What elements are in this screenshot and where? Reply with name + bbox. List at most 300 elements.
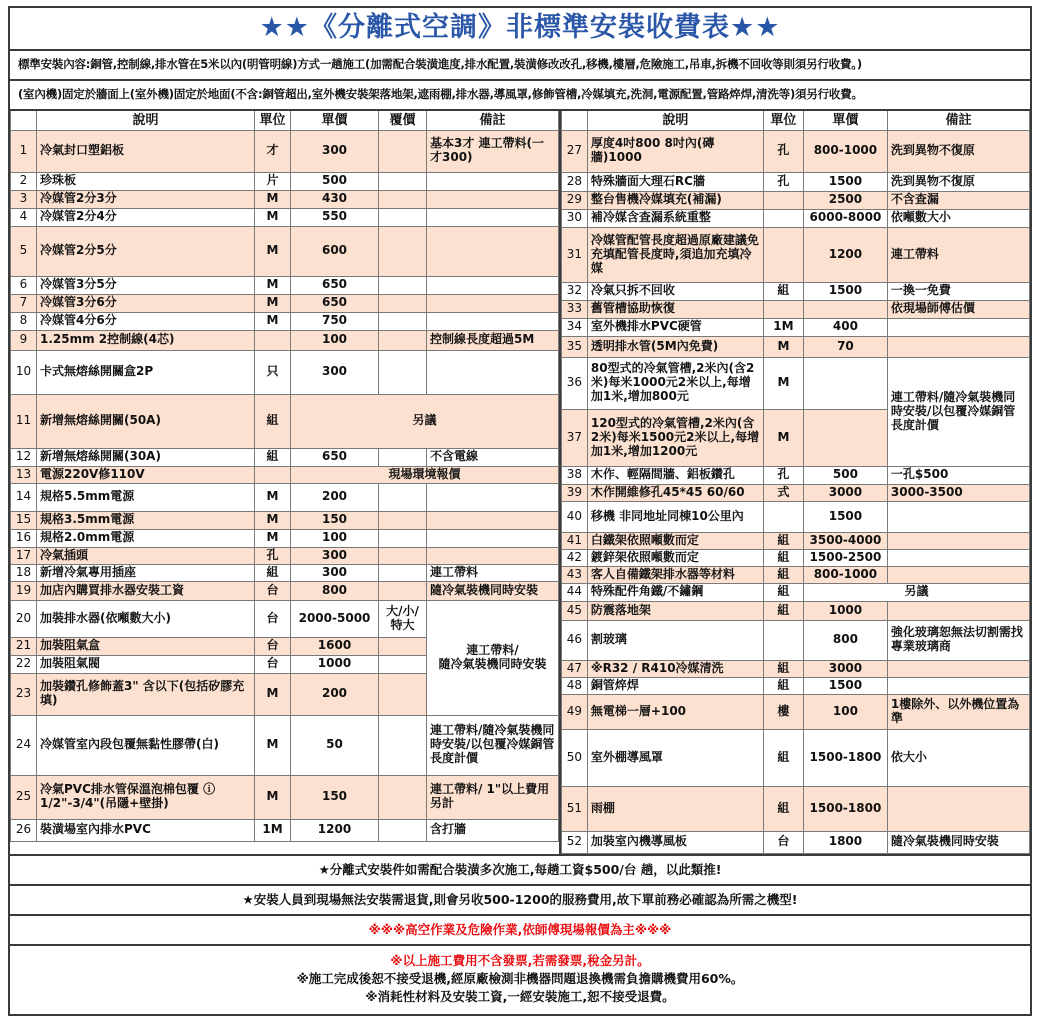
- table-row: [11, 312, 559, 330]
- row-number-11: 11: [11, 394, 37, 448]
- table-header-row-left: [11, 111, 559, 131]
- row-remark-3: [427, 190, 559, 208]
- row-unit-15: M: [255, 511, 291, 529]
- row-remark-25: 連工帶料/ 1"以上費用另計: [427, 775, 559, 819]
- row-price-45: 1000: [803, 601, 887, 620]
- row-remark-26: 含打牆: [427, 819, 559, 841]
- row-price-50: 1500-1800: [803, 729, 887, 786]
- table-row: [11, 208, 559, 226]
- row-description-17: 冷氣插頭: [37, 547, 255, 564]
- row-remark-16: [427, 529, 559, 547]
- row-cover-15: [379, 511, 427, 529]
- row-description-22: 加裝阻氣閥: [37, 655, 255, 673]
- row-unit-2: 片: [255, 172, 291, 190]
- row-unit-16: M: [255, 529, 291, 547]
- row-number-30: 30: [561, 209, 587, 227]
- row-unit-34: 1M: [763, 318, 803, 336]
- row-remark-32: 一換一免費: [887, 282, 1029, 300]
- table-row: [11, 466, 559, 483]
- row-price-9: 100: [291, 330, 379, 350]
- row-unit-12: 組: [255, 448, 291, 466]
- row-unit-52: 台: [763, 831, 803, 853]
- row-description-36: 80型式的冷氣管槽,2米內(含2米)每米1000元2米以上,每增加1米,增加800元: [587, 357, 763, 409]
- row-description-48: 銅管焠焊: [587, 677, 763, 694]
- table-row: [11, 350, 559, 394]
- row-description-42: 鍍鋅架依照噸數而定: [587, 549, 763, 566]
- row-unit-7: M: [255, 294, 291, 312]
- row-description-24: 冷媒管室內段包覆無黏性膠帶(白): [37, 715, 255, 775]
- row-remark-5: [427, 226, 559, 276]
- row-number-1: 1: [11, 130, 37, 172]
- table-row: [561, 566, 1029, 583]
- standard-install-note-2: (室內機)固定於牆面上(室外機)固定於地面(不含:銅管超出,室外機安裝架落地架,遮雨棚,排水器,導風罩,修飾管槽,冷媒填充,洗洞,電源配置,管路焠焊,清洗等)須另行收費。: [10, 81, 1030, 111]
- row-description-10: 卡式無熔絲開關盒2P: [37, 350, 255, 394]
- row-price-7: 650: [291, 294, 379, 312]
- row-number-28: 28: [561, 172, 587, 191]
- table-row: [561, 786, 1029, 831]
- row-remark-51: [887, 786, 1029, 831]
- table-row: [561, 620, 1029, 660]
- row-number-4: 4: [11, 208, 37, 226]
- row-unit-51: 組: [763, 786, 803, 831]
- row-remark-52: 隨冷氣裝機同時安裝: [887, 831, 1029, 853]
- row-number-16: 16: [11, 529, 37, 547]
- row-price-46: 800: [803, 620, 887, 660]
- row-number-45: 45: [561, 601, 587, 620]
- row-unit-42: 組: [763, 549, 803, 566]
- row-unit-35: M: [763, 336, 803, 357]
- row-unit-23: M: [255, 673, 291, 715]
- row-price-5: 600: [291, 226, 379, 276]
- price-grid: [10, 111, 1030, 856]
- header-unit-left: 單位: [255, 111, 291, 131]
- row-unit-10: 只: [255, 350, 291, 394]
- row-number-50: 50: [561, 729, 587, 786]
- row-description-45: 防震落地架: [587, 601, 763, 620]
- row-remark-48: [887, 677, 1029, 694]
- row-description-12: 新增無熔絲開關(30A): [37, 448, 255, 466]
- table-row: [11, 330, 559, 350]
- row-remark-33: 依現場師傅估價: [887, 300, 1029, 318]
- row-unit-27: 孔: [763, 130, 803, 172]
- row-number-42: 42: [561, 549, 587, 566]
- row-price-8: 750: [291, 312, 379, 330]
- row-number-8: 8: [11, 312, 37, 330]
- row-cover-10: [379, 350, 427, 394]
- row-remark-47: [887, 660, 1029, 677]
- row-description-51: 雨棚: [587, 786, 763, 831]
- row-remark-35: [887, 336, 1029, 357]
- table-row: [561, 466, 1029, 484]
- row-cover-26: [379, 819, 427, 841]
- row-description-19: 加店內購買排水器安裝工資: [37, 581, 255, 600]
- table-row: [561, 318, 1029, 336]
- row-number-35: 35: [561, 336, 587, 357]
- row-unit-40: [763, 501, 803, 532]
- row-number-20: 20: [11, 600, 37, 637]
- footer-note-4b: ※施工完成後恕不接受退機,經原廠檢測非機器問題退換機需負擔購機費用60%。: [296, 971, 744, 987]
- row-number-34: 34: [561, 318, 587, 336]
- table-row: [561, 282, 1029, 300]
- table-row: [11, 483, 559, 511]
- row-description-2: 珍珠板: [37, 172, 255, 190]
- table-row: [561, 130, 1029, 172]
- row-unit-25: M: [255, 775, 291, 819]
- row-description-14: 規格5.5mm電源: [37, 483, 255, 511]
- row-unit-30: [763, 209, 803, 227]
- table-row: [11, 775, 559, 819]
- row-remark-34: [887, 318, 1029, 336]
- row-remark-43: [887, 566, 1029, 583]
- row-description-41: 白鐵架依照噸數而定: [587, 532, 763, 549]
- row-remark-42: [887, 549, 1029, 566]
- row-description-4: 冷媒管2分4分: [37, 208, 255, 226]
- row-description-44: 特殊配件角鐵/不鏽鋼: [587, 583, 763, 601]
- row-number-32: 32: [561, 282, 587, 300]
- row-price-17: 300: [291, 547, 379, 564]
- table-row: [11, 547, 559, 564]
- row-cover-21: [379, 637, 427, 655]
- price-column-left: [10, 111, 559, 854]
- row-cover-24: [379, 715, 427, 775]
- row-unit-38: 孔: [763, 466, 803, 484]
- row-price-20: 2000-5000: [291, 600, 379, 637]
- row-cover-16: [379, 529, 427, 547]
- row-remark-28: 洗到異物不復原: [887, 172, 1029, 191]
- row-description-26: 裝潢場室內排水PVC: [37, 819, 255, 841]
- row-description-23: 加裝鑽孔修飾蓋3" 含以下(包括矽膠充填): [37, 673, 255, 715]
- row-description-38: 木作、輕隔間牆、鋁板鑽孔: [587, 466, 763, 484]
- row-cover-9: [379, 330, 427, 350]
- row-price-36: [803, 357, 887, 409]
- row-unit-36: M: [763, 357, 803, 409]
- row-cover-2: [379, 172, 427, 190]
- table-row: [561, 191, 1029, 209]
- table-row: [11, 190, 559, 208]
- row-remark-2: [427, 172, 559, 190]
- row-remark-1: 基本3才 連工帶料(一才300): [427, 130, 559, 172]
- row-remark-merged-36-37: 連工帶料/隨冷氣裝機同時安裝/以包覆冷媒銅管長度計價: [887, 357, 1029, 466]
- row-price-30: 6000-8000: [803, 209, 887, 227]
- row-number-31: 31: [561, 227, 587, 282]
- row-unit-47: 組: [763, 660, 803, 677]
- row-cover-17: [379, 547, 427, 564]
- row-unit-13: [255, 466, 291, 483]
- table-row: [561, 660, 1029, 677]
- row-remark-4: [427, 208, 559, 226]
- page-title: ★★《分離式空調》非標準安裝收費表★★: [259, 12, 781, 43]
- row-cover-20: 大/小/ 特大: [379, 600, 427, 637]
- row-remark-39: 3000-3500: [887, 484, 1029, 501]
- footer-note-4a: ※以上施工費用不含發票,若需發票,稅金另計。: [390, 953, 650, 969]
- row-price-47: 3000: [803, 660, 887, 677]
- row-description-21: 加裝阻氣盒: [37, 637, 255, 655]
- row-span-note-13: 現場環境報價: [291, 466, 559, 483]
- row-number-9: 9: [11, 330, 37, 350]
- row-description-39: 木作開維修孔45*45 60/60: [587, 484, 763, 501]
- table-row: [11, 226, 559, 276]
- row-unit-49: 樓: [763, 694, 803, 729]
- row-number-26: 26: [11, 819, 37, 841]
- table-row: [11, 529, 559, 547]
- footer-note-4c: ※消耗性材料及安裝工資,一經安裝施工,恕不接受退費。: [365, 989, 675, 1005]
- row-unit-37: M: [763, 409, 803, 466]
- header-remark-left: 備註: [427, 111, 559, 131]
- row-cover-22: [379, 655, 427, 673]
- row-remark-40: [887, 501, 1029, 532]
- row-description-35: 透明排水管(5M內免費): [587, 336, 763, 357]
- table-row: [561, 484, 1029, 501]
- row-description-7: 冷媒管3分6分: [37, 294, 255, 312]
- row-number-40: 40: [561, 501, 587, 532]
- row-description-30: 補冷媒含查漏系統重整: [587, 209, 763, 227]
- price-table-right: [561, 111, 1030, 854]
- row-unit-1: 才: [255, 130, 291, 172]
- row-description-52: 加裝室內機導風板: [587, 831, 763, 853]
- row-price-24: 50: [291, 715, 379, 775]
- row-price-37: [803, 409, 887, 466]
- table-row: [561, 601, 1029, 620]
- table-row: [561, 831, 1029, 853]
- row-price-1: 300: [291, 130, 379, 172]
- row-description-13: 電源220V修110V: [37, 466, 255, 483]
- row-remark-24: 連工帶料/隨冷氣裝機同時安裝/以包覆冷媒銅管長度計價: [427, 715, 559, 775]
- row-remark-17: [427, 547, 559, 564]
- row-unit-5: M: [255, 226, 291, 276]
- row-description-28: 特殊牆面大理石RC牆: [587, 172, 763, 191]
- row-remark-46: 強化玻璃恕無法切割需找專業玻璃商: [887, 620, 1029, 660]
- row-cover-8: [379, 312, 427, 330]
- footer-note-block: [10, 946, 1030, 1014]
- row-description-47: ※R32 / R410冷媒清洗: [587, 660, 763, 677]
- header-num-right: [561, 111, 587, 131]
- row-price-21: 1600: [291, 637, 379, 655]
- header-num-left: [11, 111, 37, 131]
- row-unit-24: M: [255, 715, 291, 775]
- row-price-35: 70: [803, 336, 887, 357]
- row-unit-19: 台: [255, 581, 291, 600]
- footer-note-2: ★安裝人員到現場無法安裝需退貨,則會另收500-1200的服務費用,故下單前務必確認為所需之機型!: [10, 886, 1030, 916]
- table-row: [11, 715, 559, 775]
- table-row: [561, 336, 1029, 357]
- row-number-49: 49: [561, 694, 587, 729]
- row-unit-29: [763, 191, 803, 209]
- row-cover-25: [379, 775, 427, 819]
- row-unit-22: 台: [255, 655, 291, 673]
- row-number-33: 33: [561, 300, 587, 318]
- table-row: [11, 130, 559, 172]
- row-remark-merged-20-23: 連工帶料/ 隨冷氣裝機同時安裝: [427, 600, 559, 715]
- row-description-33: 舊管槽協助恢復: [587, 300, 763, 318]
- row-remark-30: 依噸數大小: [887, 209, 1029, 227]
- row-price-19: 800: [291, 581, 379, 600]
- row-number-21: 21: [11, 637, 37, 655]
- header-price-left: 單價: [291, 111, 379, 131]
- table-row: [561, 532, 1029, 549]
- row-description-46: 割玻璃: [587, 620, 763, 660]
- table-row: [561, 729, 1029, 786]
- row-description-1: 冷氣封口塑鋁板: [37, 130, 255, 172]
- row-price-3: 430: [291, 190, 379, 208]
- row-description-37: 120型式的冷氣管槽,2米內(含2米)每米1500元2米以上,每增加1米,增加1200元: [587, 409, 763, 466]
- row-price-15: 150: [291, 511, 379, 529]
- row-remark-8: [427, 312, 559, 330]
- row-cover-19: [379, 581, 427, 600]
- row-description-27: 厚度4吋800 8吋內(磚牆)1000: [587, 130, 763, 172]
- row-price-18: 300: [291, 564, 379, 581]
- row-unit-8: M: [255, 312, 291, 330]
- table-row: [11, 448, 559, 466]
- row-description-31: 冷媒管配管長度超過原廠建議免充填配管長度時,須追加充填冷媒: [587, 227, 763, 282]
- row-price-38: 500: [803, 466, 887, 484]
- row-price-29: 2500: [803, 191, 887, 209]
- row-description-15: 規格3.5mm電源: [37, 511, 255, 529]
- row-description-29: 整台售機冷媒填充(補漏): [587, 191, 763, 209]
- row-price-34: 400: [803, 318, 887, 336]
- table-row: [561, 172, 1029, 191]
- row-remark-12: 不含電線: [427, 448, 559, 466]
- row-remark-31: 連工帶料: [887, 227, 1029, 282]
- row-number-2: 2: [11, 172, 37, 190]
- row-description-43: 客人自備鐵架排水器等材料: [587, 566, 763, 583]
- page-title-row: [10, 8, 1030, 51]
- row-number-44: 44: [561, 583, 587, 601]
- row-price-48: 1500: [803, 677, 887, 694]
- row-price-39: 3000: [803, 484, 887, 501]
- row-unit-44: 組: [763, 583, 803, 601]
- row-number-29: 29: [561, 191, 587, 209]
- row-remark-14: [427, 483, 559, 511]
- row-price-40: 1500: [803, 501, 887, 532]
- row-number-14: 14: [11, 483, 37, 511]
- row-price-4: 550: [291, 208, 379, 226]
- row-price-41: 3500-4000: [803, 532, 887, 549]
- row-price-6: 650: [291, 276, 379, 294]
- table-row: [11, 394, 559, 448]
- table-row: [11, 564, 559, 581]
- table-outer-frame: [8, 6, 1032, 1016]
- row-number-52: 52: [561, 831, 587, 853]
- row-number-41: 41: [561, 532, 587, 549]
- row-unit-6: M: [255, 276, 291, 294]
- row-price-27: 800-1000: [803, 130, 887, 172]
- row-description-34: 室外機排水PVC硬管: [587, 318, 763, 336]
- row-description-49: 無電梯一層+100: [587, 694, 763, 729]
- row-description-18: 新增冷氣專用插座: [37, 564, 255, 581]
- row-remark-15: [427, 511, 559, 529]
- row-remark-41: [887, 532, 1029, 549]
- row-number-7: 7: [11, 294, 37, 312]
- row-description-5: 冷媒管2分5分: [37, 226, 255, 276]
- row-remark-18: 連工帶料: [427, 564, 559, 581]
- header-desc-left: 說明: [37, 111, 255, 131]
- row-unit-9: [255, 330, 291, 350]
- row-remark-19: 隨冷氣裝機同時安裝: [427, 581, 559, 600]
- table-row: [561, 677, 1029, 694]
- row-number-48: 48: [561, 677, 587, 694]
- row-number-13: 13: [11, 466, 37, 483]
- row-remark-49: 1樓除外、以外機位置為準: [887, 694, 1029, 729]
- row-number-17: 17: [11, 547, 37, 564]
- row-number-23: 23: [11, 673, 37, 715]
- row-unit-4: M: [255, 208, 291, 226]
- row-cover-18: [379, 564, 427, 581]
- row-price-14: 200: [291, 483, 379, 511]
- row-number-43: 43: [561, 566, 587, 583]
- row-description-40: 移機 非同地址同棟10公里內: [587, 501, 763, 532]
- row-unit-33: [763, 300, 803, 318]
- row-unit-45: 組: [763, 601, 803, 620]
- row-unit-11: 組: [255, 394, 291, 448]
- row-number-39: 39: [561, 484, 587, 501]
- row-price-16: 100: [291, 529, 379, 547]
- row-price-28: 1500: [803, 172, 887, 191]
- header-cover-left: 覆價: [379, 111, 427, 131]
- row-number-38: 38: [561, 466, 587, 484]
- row-cover-23: [379, 673, 427, 715]
- table-row: [11, 600, 559, 637]
- standard-install-note-1: 標準安裝內容:銅管,控制線,排水管在5米以內(明管明線)方式一趟施工(加需配合裝潢進度,排水配置,裝潢修改改孔,移機,樓層,危險施工,吊車,拆機不回收等則須另行收費。): [10, 51, 1030, 81]
- row-unit-43: 組: [763, 566, 803, 583]
- table-row: [11, 294, 559, 312]
- table-row: [561, 300, 1029, 318]
- table-row: [11, 819, 559, 841]
- row-remark-7: [427, 294, 559, 312]
- row-unit-17: 孔: [255, 547, 291, 564]
- row-remark-9: 控制線長度超過5M: [427, 330, 559, 350]
- row-remark-50: 依大小: [887, 729, 1029, 786]
- row-unit-3: M: [255, 190, 291, 208]
- row-price-26: 1200: [291, 819, 379, 841]
- row-unit-48: 組: [763, 677, 803, 694]
- row-remark-38: 一孔$500: [887, 466, 1029, 484]
- row-unit-32: 組: [763, 282, 803, 300]
- row-price-2: 500: [291, 172, 379, 190]
- row-price-52: 1800: [803, 831, 887, 853]
- row-cover-7: [379, 294, 427, 312]
- header-price-right: 單價: [803, 111, 887, 131]
- row-price-42: 1500-2500: [803, 549, 887, 566]
- row-unit-31: [763, 227, 803, 282]
- header-desc-right: 說明: [587, 111, 763, 131]
- table-row: [561, 583, 1029, 601]
- row-price-25: 150: [291, 775, 379, 819]
- row-price-43: 800-1000: [803, 566, 887, 583]
- row-number-47: 47: [561, 660, 587, 677]
- row-price-31: 1200: [803, 227, 887, 282]
- table-row: [11, 276, 559, 294]
- row-number-19: 19: [11, 581, 37, 600]
- price-table-left: [10, 111, 559, 842]
- row-number-36: 36: [561, 357, 587, 409]
- row-cover-6: [379, 276, 427, 294]
- row-number-6: 6: [11, 276, 37, 294]
- row-number-46: 46: [561, 620, 587, 660]
- table-row: [561, 209, 1029, 227]
- row-price-12: 650: [291, 448, 379, 466]
- row-unit-26: 1M: [255, 819, 291, 841]
- row-description-16: 規格2.0mm電源: [37, 529, 255, 547]
- row-number-51: 51: [561, 786, 587, 831]
- row-remark-27: 洗到異物不復原: [887, 130, 1029, 172]
- row-number-12: 12: [11, 448, 37, 466]
- header-unit-right: 單位: [763, 111, 803, 131]
- row-cover-5: [379, 226, 427, 276]
- row-unit-21: 台: [255, 637, 291, 655]
- price-column-right: [559, 111, 1030, 854]
- row-number-18: 18: [11, 564, 37, 581]
- table-row: [11, 581, 559, 600]
